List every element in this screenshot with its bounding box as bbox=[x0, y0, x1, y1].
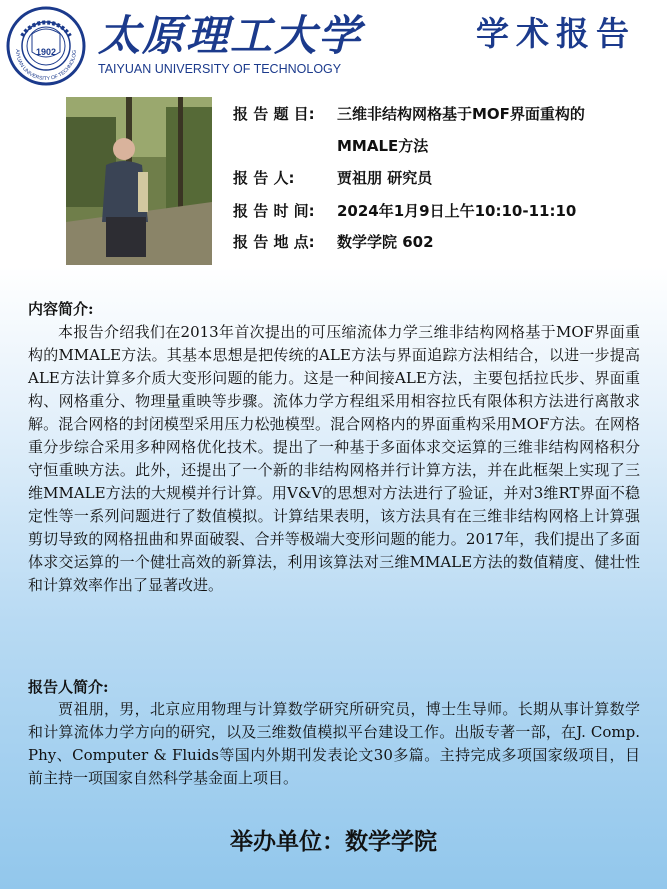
seal-year: 1902 bbox=[35, 47, 57, 57]
info-row-location bbox=[233, 231, 434, 252]
speaker-name: 贾祖朋 研究员 bbox=[337, 169, 433, 187]
speaker-photo bbox=[66, 97, 212, 265]
info-row-speaker bbox=[233, 167, 433, 188]
report-time: 2024年1月9日上午10:10-11:10 bbox=[337, 202, 577, 220]
speaker-label: 报 告 人: bbox=[233, 169, 295, 187]
university-name-en: TAIYUAN UNIVERSITY OF TECHNOLOGY bbox=[98, 62, 342, 76]
university-seal-logo bbox=[6, 6, 86, 86]
seal-ring-text: AIYUAN UNIVERSITY OF TECHNOLOG bbox=[13, 49, 79, 83]
host-organization: 举办单位：数学学院 bbox=[230, 828, 437, 855]
info-row-time bbox=[233, 200, 577, 221]
report-title-line1: 三维非结构网格基于MOF界面重构的 bbox=[337, 105, 585, 123]
bio-heading: 报告人简介: bbox=[28, 678, 109, 696]
abstract-text: 本报告介绍我们在2013年首次提出的可压缩流体力学三维非结构网格基于MOF界面重构的MMALE方法。其基本思想是把传统的ALE方法与界面追踪方法相结合，以进一步提高ALE方法计算多介质大变形问题的能力。这是一种间接ALE方法，主要包括拉氏步、界面重构、网格重分、物理量重映等步骤。流体力学方程组采用相容拉氏有限体积方法进行离散求解。混合网格的封闭模型采用压力松弛模型。混合网格内的界面重构采用MOF方法。在网格重分步综合采用多种网格优化技术。提出了一种基于多面体求交运算的三维非结构网格积分守恒重映方法。此外，还提出了一个新的非结构网格并行计算方法，并在此框架上实现了三维MMALE方法的大规模并行计算。用V&V的思想对方法进行了验证，并对3维RT界面不稳定性等一系列问题进行了数值模拟。计算结果表明，该方法具有在三维非结构网格上计算强剪切导致的网格扭曲和界面破裂、合并等极端大变形问题的能力。2017年，我们提出了多面体求交运算的一个健壮高效的新算法，利用该算法对三维MMALE方法的数值精度、健壮性和计算效率作出了显著改进。 bbox=[28, 323, 640, 594]
abstract-heading: 内容简介: bbox=[28, 300, 94, 318]
info-row-title bbox=[233, 103, 585, 124]
bio-text: 贾祖朋，男，北京应用物理与计算数学研究所研究员，博士生导师。长期从事计算数学和计算流体力学方向的研究，以及三维数值模拟平台建设工作。出版专著一部，在J. Comp. Phy、Computer & Fluids等国内外期刊发表论文30多篇。主持完成多项国家级项目，目前主持一项国家自然科学基金面上项目。 bbox=[28, 700, 640, 787]
location-label: 报 告 地 点: bbox=[233, 233, 315, 251]
report-location: 数学学院 602 bbox=[337, 233, 434, 251]
title-label: 报 告 题 目: bbox=[233, 105, 315, 123]
page-title: 学术报告 bbox=[476, 14, 636, 53]
time-label: 报 告 时 间: bbox=[233, 202, 315, 220]
report-title-line2: MMALE方法 bbox=[337, 137, 429, 155]
university-name-cn: 太原理工大学 bbox=[98, 11, 363, 60]
